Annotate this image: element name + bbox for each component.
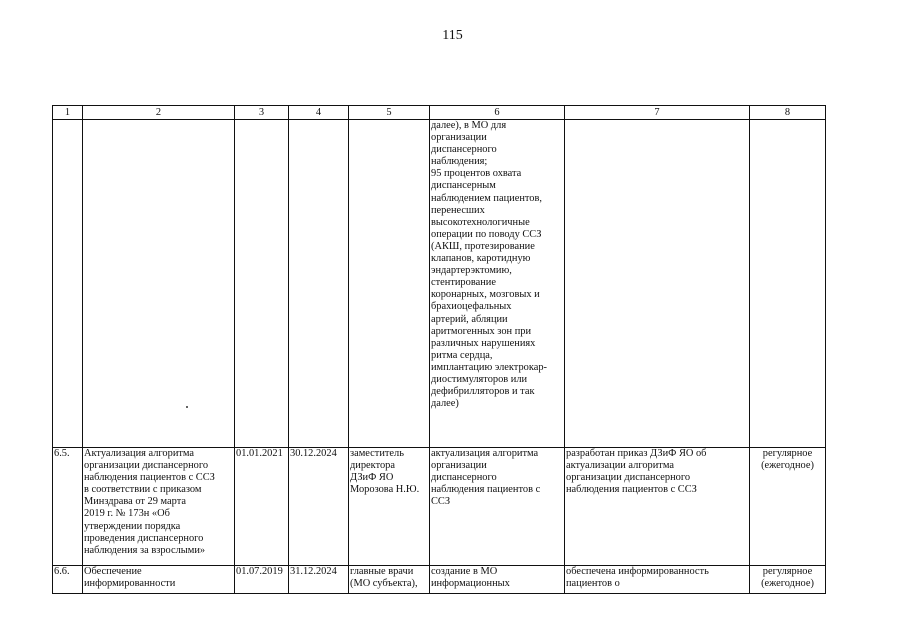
cell-result: создание в МО информационных	[430, 566, 565, 594]
column-header: 7	[565, 106, 750, 120]
cell-outcome: обеспечена информированность пациентов о	[565, 566, 750, 594]
cell-end-date	[289, 120, 349, 448]
column-header: 5	[349, 106, 430, 120]
cell-result: актуализация алгоритма организации диспансерного наблюдения пациентов с ССЗ	[430, 448, 565, 566]
cell-result: далее), в МО для организации диспансерного наблюдения; 95 процентов охвата диспансерным наблюдением пациентов, перенесших высокотехнологичные операции по поводу ССЗ (АКШ, протезирование клапанов, каротидную эндартерэктомию, стентирование коронарных, мозговых и брахиоцефальных артерий, абляции аритмогенных зон при различных нарушениях ритма сердца, имплантацию электрокар- диостимуляторов или дефибрилляторов и так далее)	[430, 120, 565, 448]
cell-number	[53, 120, 83, 448]
scan-speck	[186, 406, 188, 408]
table-header-row	[53, 106, 826, 120]
table-row	[53, 448, 826, 566]
cell-measure: Обеспечение информированности	[83, 566, 235, 594]
cell-start-date: 01.01.2021	[235, 448, 289, 566]
cell-start-date: 01.07.2019	[235, 566, 289, 594]
cell-responsible: главные врачи (МО субъекта),	[349, 566, 430, 594]
cell-measure: Актуализация алгоритма организации диспансерного наблюдения пациентов с ССЗ в соответствии с приказом Минздрава от 29 марта 2019 г. № 173н «Об утверждении порядка проведения диспансерного наблюдения за взрослыми»	[83, 448, 235, 566]
column-header: 8	[750, 106, 826, 120]
cell-end-date: 31.12.2024	[289, 566, 349, 594]
table-row	[53, 120, 826, 448]
cell-measure	[83, 120, 235, 448]
cell-end-date: 30.12.2024	[289, 448, 349, 566]
column-header: 4	[289, 106, 349, 120]
column-header: 6	[430, 106, 565, 120]
cell-periodicity	[750, 120, 826, 448]
cell-periodicity: регулярное (ежегодное)	[750, 448, 826, 566]
column-header: 1	[53, 106, 83, 120]
page-number: 115	[442, 28, 463, 43]
cell-outcome	[565, 120, 750, 448]
cell-outcome: разработан приказ ДЗиФ ЯО об актуализации алгоритма организации диспансерного наблюдения пациентов с ССЗ	[565, 448, 750, 566]
cell-number: 6.5.	[53, 448, 83, 566]
cell-start-date	[235, 120, 289, 448]
cell-number: 6.6.	[53, 566, 83, 594]
column-header: 2	[83, 106, 235, 120]
cell-responsible: заместитель директора ДЗиФ ЯО Морозова Н.Ю.	[349, 448, 430, 566]
measures-table	[52, 105, 826, 594]
cell-responsible	[349, 120, 430, 448]
table-row	[53, 566, 826, 594]
cell-periodicity: регулярное (ежегодное)	[750, 566, 826, 594]
column-header: 3	[235, 106, 289, 120]
